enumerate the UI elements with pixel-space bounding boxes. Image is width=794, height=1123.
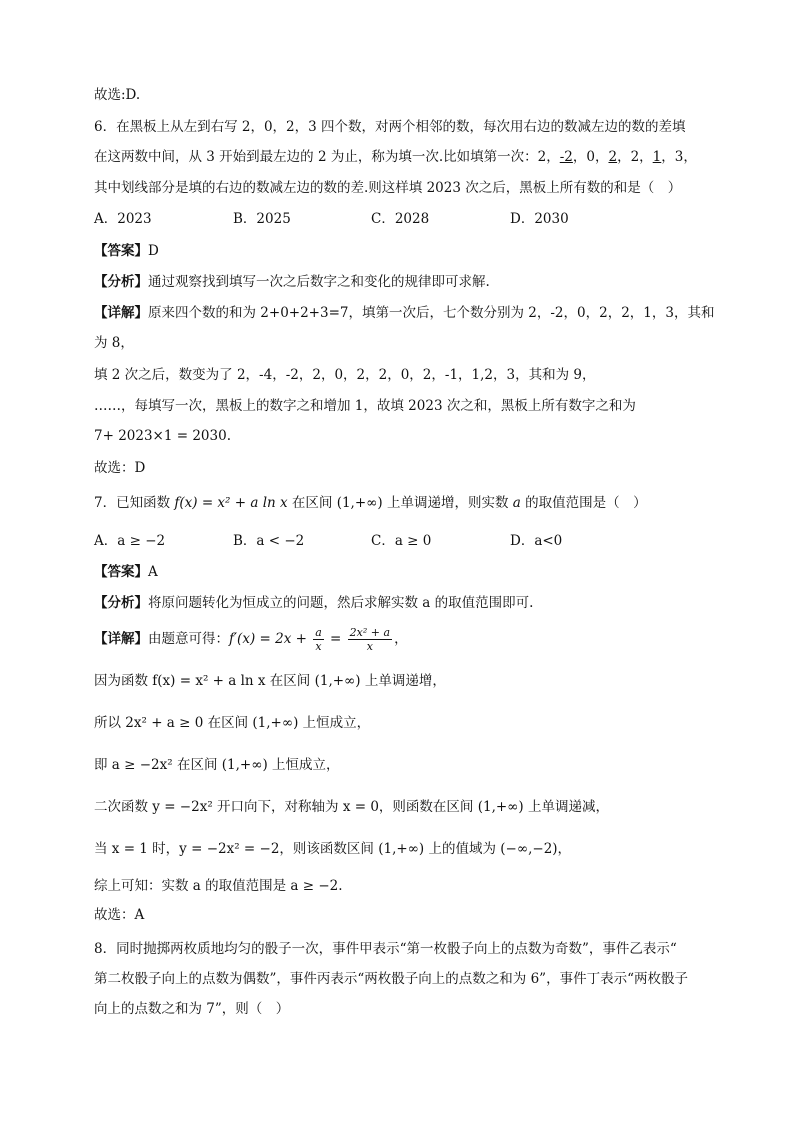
q6-detail-line3: 填 2 次之后，数变为了 2，-4，-2，2，0，2，2，0，2，-1，1,2，3，其和为 9， [94,367,596,383]
fraction-combined [348,626,392,653]
q7-var-a: a [512,495,521,511]
q6-stem-line1: 6．在黑板上从左到右写 2，0，2，3 四个数，对两个相邻的数，每次用右边的数减左边的数的差填 [94,119,686,135]
q7-detail-line7: 综上可知：实数 a 的取值范围是 a ≥ −2. [94,878,343,894]
q6-option-c: C．2028 [371,211,430,227]
q6-sep-1: ，0， [572,149,609,165]
q8-stem-line1: 8．同时抛掷两枚质地均匀的骰子一次，事件甲表示“第一枚骰子向上的点数为奇数”，事件乙表示“ [94,941,677,957]
q7-option-a: A．a ≥ −2 [94,533,166,549]
q7-stem-c: 的取值范围是（ ） [520,495,647,511]
detail-end: ， [394,631,408,647]
q6-conclusion: 故选：D [94,460,146,476]
q6-sep-2: ，2， [617,149,653,165]
analysis-tag: 【分析】 [94,595,148,611]
answer-value: D [148,243,159,259]
fraction-numerator: a [315,626,322,639]
q6-stem-line2 [94,148,697,166]
fraction-a-over-x [313,626,324,653]
detail-text: 由题意可得： [148,631,229,647]
q7-conclusion: 故选：A [94,907,145,923]
q7-stem-a: 7．已知函数 [94,495,175,511]
q6-option-b: B．2025 [233,211,291,227]
q6-answer [94,242,159,260]
detail-tag: 【详解】 [94,305,148,321]
q6-stem-line3: 其中划线部分是填的右边的数减左边的数的差.则这样填 2023 次之后，黑板上所有数的和是（ ） [94,180,682,196]
fraction-denominator: x [366,640,373,653]
q8-stem-line2: 第二枚骰子向上的点数为偶数”，事件丙表示“两枚骰子向上的点数之和为 6”，事件丁表示“两枚骰子 [94,971,688,987]
derivative-expr: f′(x) = 2x + [229,631,312,647]
analysis-text: 通过观察找到填写一次之后数字之和变化的规律即可求解. [148,274,490,290]
q7-detail-line2: 因为函数 f(x) = x² + a ln x 在区间 (1,+∞) 上单调递增， [94,673,446,689]
detail-tag: 【详解】 [94,631,148,647]
q7-analysis [94,594,533,612]
fraction-numerator: 2x² + a [349,626,391,639]
q7-option-d: D．a<0 [510,533,563,549]
q6-underline-2: 2 [608,149,618,165]
q6-stem-line2-text: 在这两数中间，从 3 开始到最左边的 2 为止，称为填一次.比如填第一次：2， [94,149,560,165]
q6-underline-1: -2 [559,149,573,165]
q7-detail-line3: 所以 2x² + a ≥ 0 在区间 (1,+∞) 上恒成立， [94,715,371,731]
q7-detail-line4: 即 a ≥ −2x² 在区间 (1,+∞) 上恒成立， [94,757,340,773]
q7-stem [94,494,647,512]
q6-detail-line4: ……，每填写一次，黑板上的数字之和增加 1，故填 2023 次之和，黑板上所有数字之和为 [94,398,636,414]
detail-text: 原来四个数的和为 2+0+2+3=7，填第一次后，七个数分别为 2，-2，0，2，2，1，3，其和 [148,305,715,321]
answer-tag: 【答案】 [94,564,148,580]
q7-answer [94,563,158,581]
answer-value: A [148,564,158,580]
answer-tag: 【答案】 [94,243,148,259]
q6-detail-line1 [94,304,714,322]
q6-option-d: D．2030 [510,211,569,227]
q6-detail-line5: 7+ 2023×1 = 2030. [94,428,231,444]
q6-detail-line2: 为 8， [94,335,134,351]
analysis-text: 将原问题转化为恒成立的问题，然后求解实数 a 的取值范围即可. [148,595,534,611]
q6-underline-3: 1 [652,149,662,165]
q7-option-b: B．a < −2 [233,533,305,549]
q6-sep-3: ，3， [661,149,697,165]
q7-detail-line6: 当 x = 1 时，y = −2x² = −2，则该函数区间 (1,+∞) 上的值域为 (−∞,−2)， [94,841,572,857]
q6-option-a: A．2023 [94,211,152,227]
q7-option-c: C．a ≥ 0 [371,533,432,549]
q8-stem-line3: 向上的点数之和为 7”，则（ ） [94,1001,290,1017]
prev-conclusion: 故选:D. [94,87,141,103]
q7-detail-line1: 【详解】由题意可得：f′(x) = 2x + $\frac{a}{x}$ = $\frac{\text{2x² + a}}{x}$ ， [94,626,408,653]
analysis-tag: 【分析】 [94,274,148,290]
q7-function: f(x) = x² + a ln x [174,495,288,511]
q7-detail-line5: 二次函数 y = −2x² 开口向下，对称轴为 x = 0，则函数在区间 (1,+∞) 上单调递减， [94,799,609,815]
fraction-denominator: x [315,640,322,653]
q7-stem-b: 在区间 (1,+∞) 上单调递增，则实数 [287,495,513,511]
q6-analysis [94,273,490,291]
